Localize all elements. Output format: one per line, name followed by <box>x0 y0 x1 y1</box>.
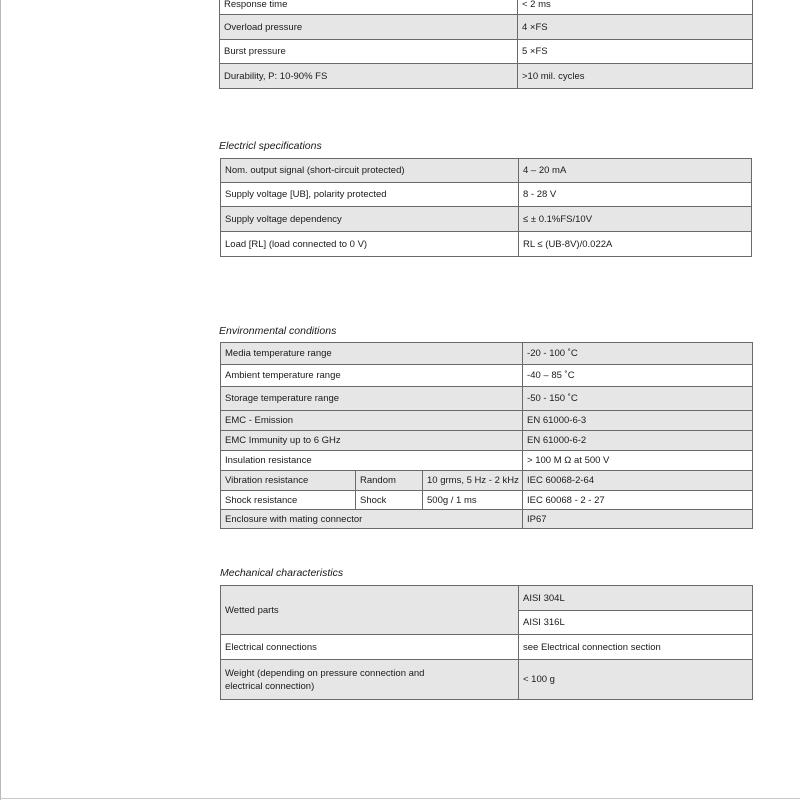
row-label: Burst pressure <box>220 40 518 64</box>
row-label: Overload pressure <box>220 15 518 40</box>
row-value: >10 mil. cycles <box>518 64 753 89</box>
row-value: RL ≤ (UB-8V)/0.022A <box>519 232 752 257</box>
row-value: 4 – 20 mA <box>519 159 752 183</box>
table-row <box>221 635 753 660</box>
row-sub: Random <box>356 471 423 491</box>
row-value: IP67 <box>523 510 753 529</box>
row-label: Shock resistance <box>221 491 356 510</box>
table-row <box>221 471 753 491</box>
weight-value: < 100 g <box>519 660 753 700</box>
table-row <box>221 207 752 232</box>
row-label: EMC Immunity up to 6 GHz <box>221 431 523 451</box>
table-row <box>220 15 753 40</box>
electrical-connections-label: Electrical connections <box>221 635 519 660</box>
row-value: > 100 M Ω at 500 V <box>523 451 753 471</box>
row-value: -40 – 85 ˚C <box>523 365 753 387</box>
table-row <box>221 431 753 451</box>
row-label: Supply voltage [UB], polarity protected <box>221 183 519 207</box>
wetted-parts-value: AISI 316L <box>519 611 753 635</box>
row-label: Storage temperature range <box>221 387 523 411</box>
table-row <box>221 232 752 257</box>
row-value: EN 61000-6-2 <box>523 431 753 451</box>
table-row <box>221 491 753 510</box>
row-label: Ambient temperature range <box>221 365 523 387</box>
row-value: IEC 60068-2-64 <box>523 471 753 491</box>
row-value: 8 - 28 V <box>519 183 752 207</box>
wetted-parts-label: Wetted parts <box>221 586 519 635</box>
table-row <box>221 510 753 529</box>
table-row <box>221 365 753 387</box>
table-row <box>221 387 753 411</box>
row-value: ≤ ± 0.1%FS/10V <box>519 207 752 232</box>
electrical-section-title: Electricl specifications <box>219 140 322 152</box>
row-label: Durability, P: 10-90% FS <box>220 64 518 89</box>
mechanical-table <box>220 585 753 700</box>
table-row <box>221 159 752 183</box>
table-row <box>221 660 753 700</box>
row-detail: 500g / 1 ms <box>423 491 523 510</box>
table-row <box>221 451 753 471</box>
row-label: Response time <box>220 0 518 15</box>
table-row <box>221 411 753 431</box>
row-label: Vibration resistance <box>221 471 356 491</box>
row-value: 4 ×FS <box>518 15 753 40</box>
row-value: -20 - 100 ˚C <box>523 343 753 365</box>
table-row <box>221 586 753 611</box>
row-label: EMC - Emission <box>221 411 523 431</box>
row-value: < 2 ms <box>518 0 753 15</box>
mechanical-section-title: Mechanical characteristics <box>220 567 344 579</box>
row-sub: Shock <box>356 491 423 510</box>
environmental-table <box>220 342 753 529</box>
row-label: Media temperature range <box>221 343 523 365</box>
page-left-border <box>0 0 1 800</box>
wetted-parts-value: AISI 304L <box>519 586 753 611</box>
row-value: -50 - 150 ˚C <box>523 387 753 411</box>
row-value: IEC 60068 - 2 - 27 <box>523 491 753 510</box>
table-row <box>220 0 753 15</box>
row-label: Enclosure with mating connector <box>221 510 523 529</box>
electrical-table <box>220 158 752 257</box>
table-row <box>220 40 753 64</box>
row-label: Load [RL] (load connected to 0 V) <box>221 232 519 257</box>
table-row <box>221 183 752 207</box>
row-label: Nom. output signal (short-circuit protected) <box>221 159 519 183</box>
weight-label: Weight (depending on pressure connection and electrical connection) <box>221 660 519 700</box>
table-row <box>220 64 753 89</box>
row-value: 5 ×FS <box>518 40 753 64</box>
environmental-section-title: Environmental conditions <box>219 325 337 337</box>
row-label: Supply voltage dependency <box>221 207 519 232</box>
row-label: Insulation resistance <box>221 451 523 471</box>
performance-table <box>219 0 753 89</box>
page-bottom-border <box>0 798 800 799</box>
row-detail: 10 grms, 5 Hz - 2 kHz <box>423 471 523 491</box>
electrical-connections-value: see Electrical connection section <box>519 635 753 660</box>
table-row <box>221 343 753 365</box>
row-value: EN 61000-6-3 <box>523 411 753 431</box>
